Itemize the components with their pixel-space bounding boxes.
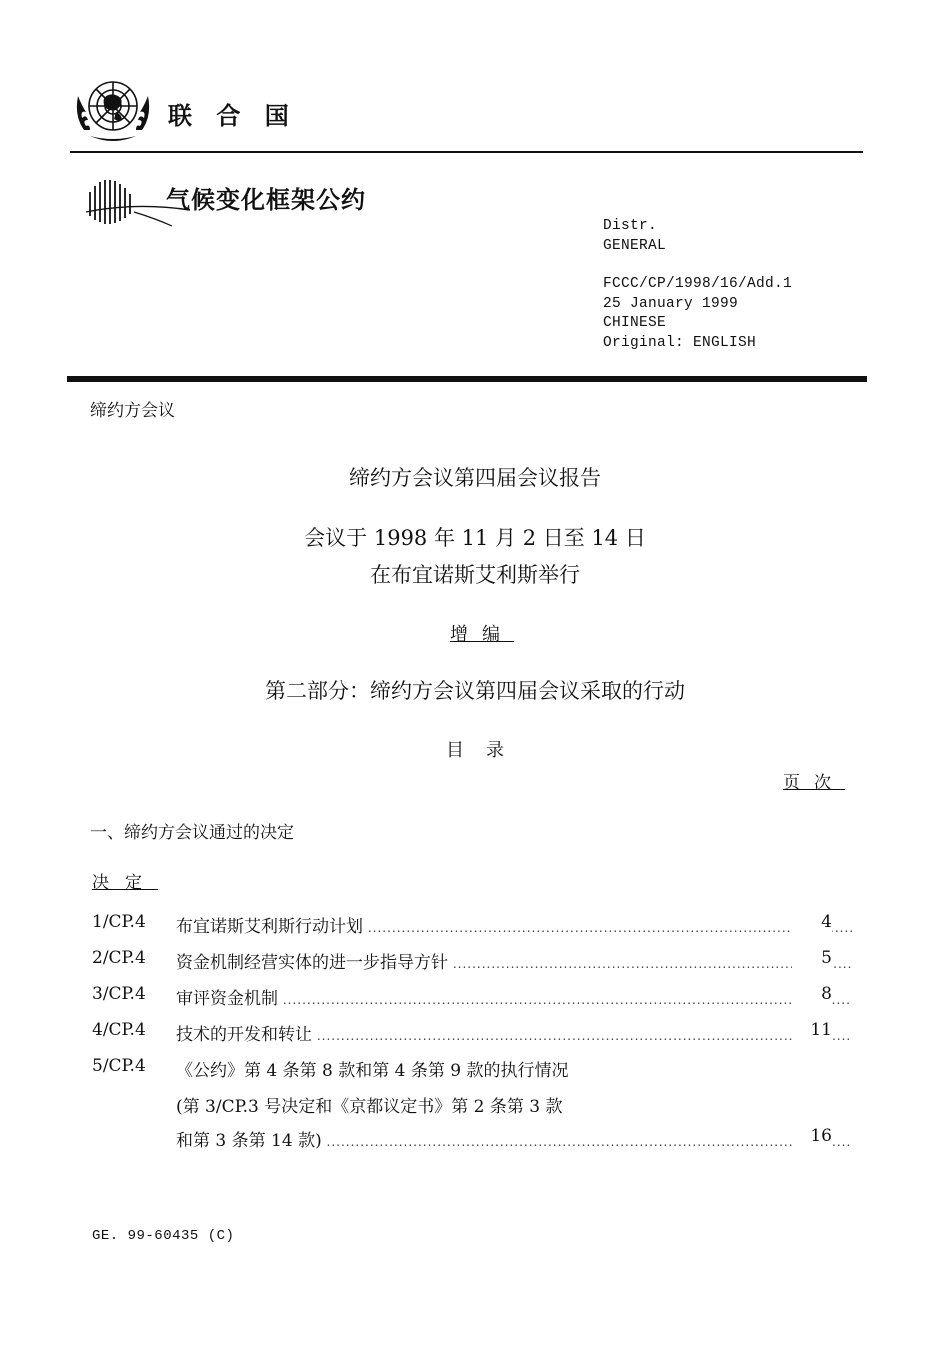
page-number: 8	[792, 984, 832, 1004]
toc-row-continuation	[92, 1126, 852, 1150]
page-number: 5	[792, 948, 832, 968]
page-number: 4	[792, 912, 832, 932]
distribution-line-2: GENERAL	[603, 237, 667, 254]
page-column-label: 页次	[783, 773, 845, 793]
decision-code: 1/CP.4	[92, 912, 146, 932]
body-label: 缔约方会议	[90, 401, 175, 421]
org-name: 联 合 国	[168, 102, 297, 130]
toc-row[interactable]	[92, 984, 852, 1008]
contents-heading: 目录	[446, 740, 526, 761]
section-heading: 一、缔约方会议通过的决定	[90, 823, 294, 843]
decisions-label: 决定	[92, 873, 158, 893]
session-location: 在布宜诺斯艾利斯举行	[370, 563, 580, 587]
toc-row[interactable]	[92, 1056, 852, 1080]
toc-row[interactable]	[92, 912, 852, 936]
toc-row[interactable]	[92, 948, 852, 972]
un-emblem-icon	[70, 70, 156, 146]
session-dates: 会议于 1998 年 11 月 2 日至 14 日	[304, 526, 646, 550]
document-language: CHINESE	[603, 315, 667, 331]
page-column-heading	[760, 768, 845, 793]
decision-code: 3/CP.4	[92, 984, 146, 1004]
report-title: 缔约方会议第四届会议报告	[349, 466, 601, 490]
decisions-heading	[92, 868, 158, 893]
decision-title: 资金机制经营实体的进一步指导方针 .....	[176, 948, 852, 973]
page-number: 11	[792, 1020, 832, 1040]
toc-row-continuation	[92, 1092, 852, 1116]
document-symbol: FCCC/CP/1998/16/Add.1	[603, 276, 793, 292]
distribution-line-1: Distr.	[603, 218, 658, 234]
decision-title: 技术的开发和转让 .....	[176, 1020, 852, 1045]
decision-code: 4/CP.4	[92, 1020, 146, 1040]
decision-title: 布宜诺斯艾利斯行动计划 .....	[176, 912, 852, 937]
footer-document-code: GE. 99-60435 (C)	[92, 1228, 235, 1244]
page-number: 16	[792, 1126, 832, 1146]
decision-code: 2/CP.4	[92, 948, 146, 968]
decision-title-line-1: 《公约》第 4 条第 8 款和第 4 条第 9 款的执行情况	[176, 1061, 569, 1081]
decision-title-line-3: 和第 3 条第 14 款) .....	[176, 1126, 852, 1151]
document-metadata	[603, 217, 792, 353]
addendum-heading	[0, 620, 950, 646]
header-rule	[70, 151, 863, 153]
decision-code: 5/CP.4	[92, 1056, 146, 1076]
original-language: Original: ENGLISH	[603, 334, 757, 351]
part-title: 第二部分：缔约方会议第四届会议采取的行动	[265, 679, 685, 703]
toc-row[interactable]	[92, 1020, 852, 1044]
decision-title: 审评资金机制 .....	[176, 984, 852, 1009]
header-thick-rule	[67, 376, 867, 382]
convention-title: 气候变化框架公约	[166, 186, 366, 214]
addendum-label: 增编	[450, 624, 514, 645]
document-date: 25 January 1999	[603, 295, 739, 312]
decision-title-line-2: (第 3/CP.3 号决定和《京都议定书》第 2 条第 3 款	[176, 1097, 563, 1117]
